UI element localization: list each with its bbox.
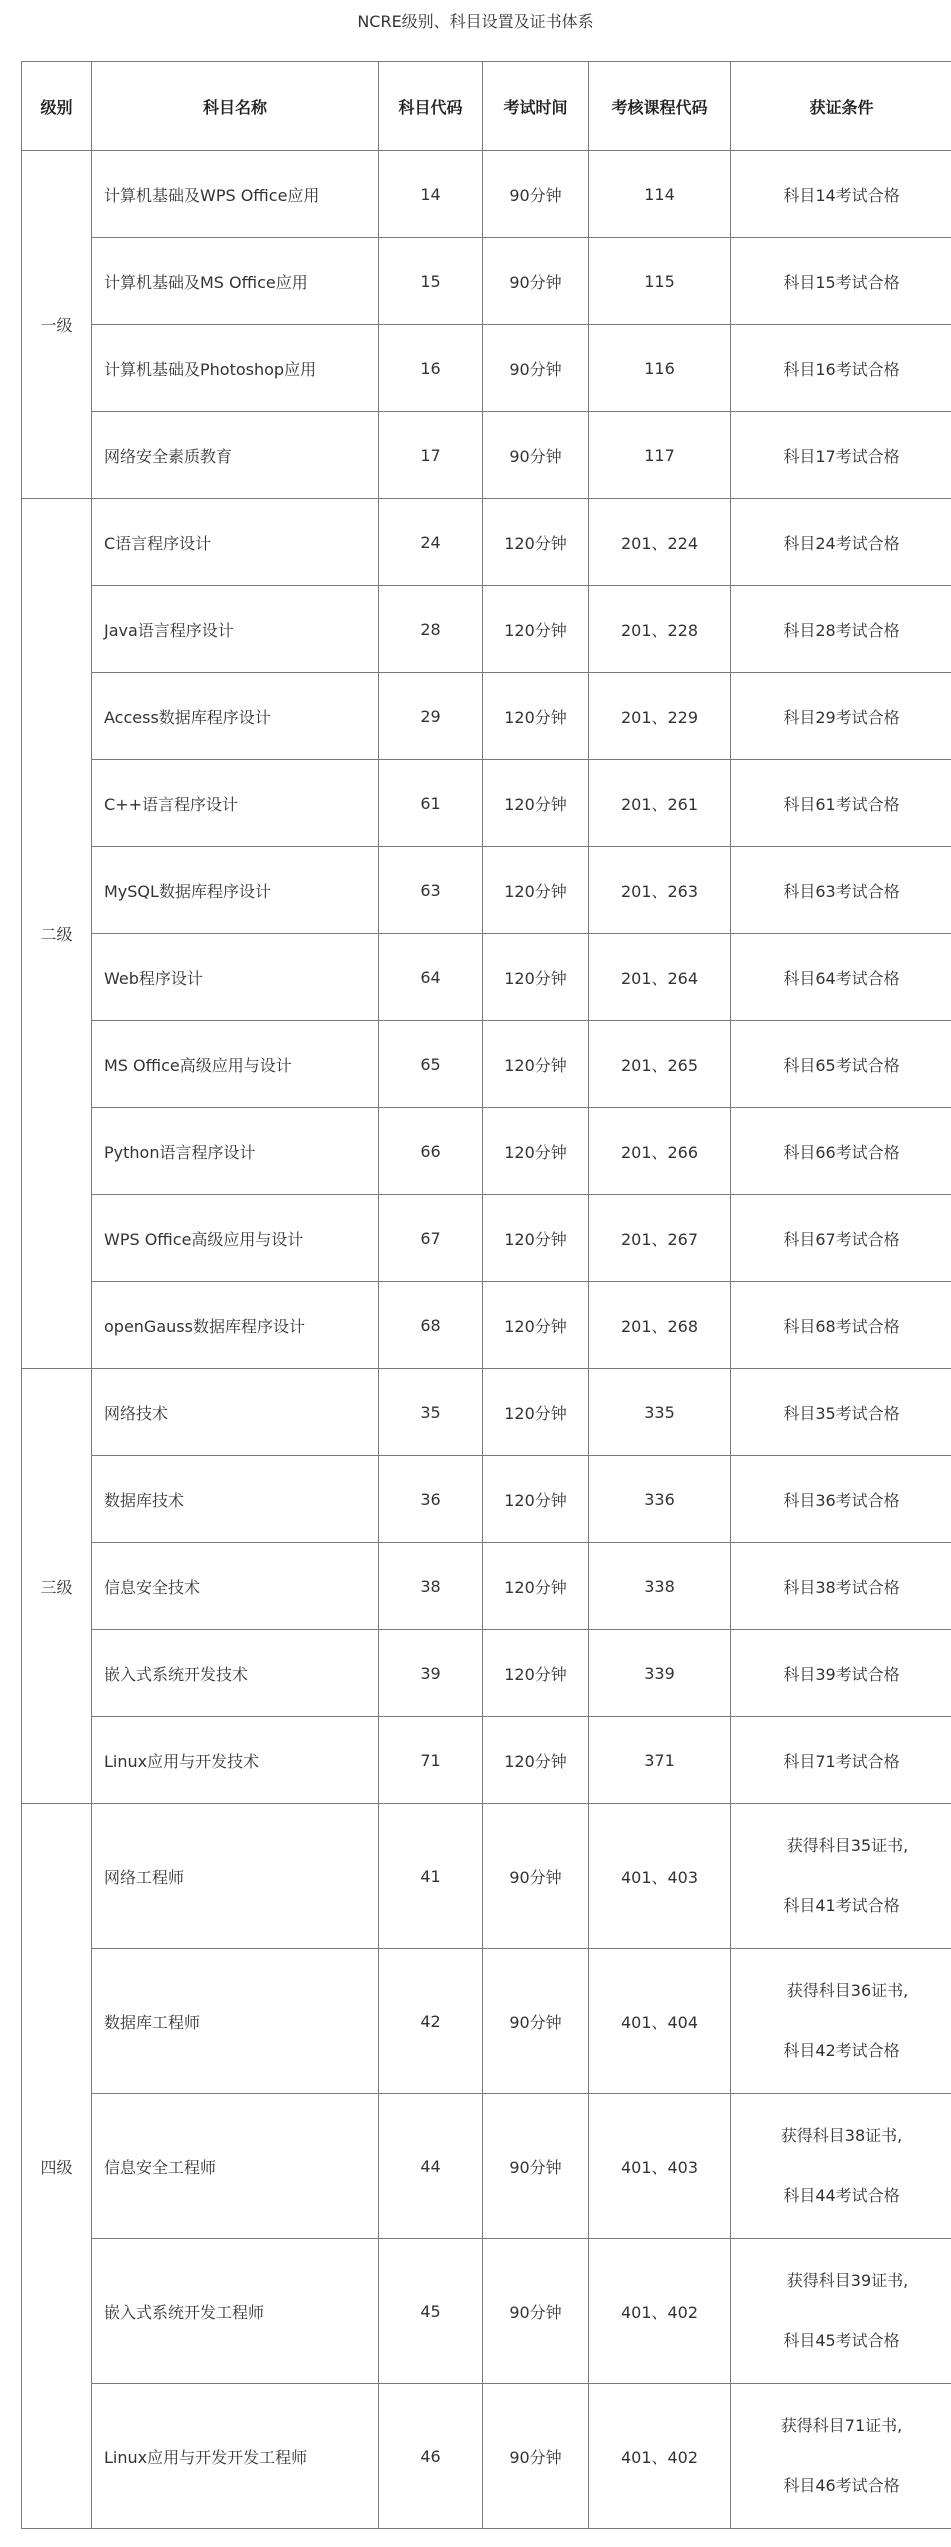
subject-code: 63 <box>379 847 483 934</box>
course-code: 201、267 <box>589 1195 731 1282</box>
exam-time: 120分钟 <box>483 1282 589 1369</box>
subject-name: 网络安全素质教育 <box>92 412 379 499</box>
exam-time: 90分钟 <box>483 412 589 499</box>
table-row <box>22 151 951 238</box>
exam-time: 120分钟 <box>483 1369 589 1456</box>
certificate-condition: 科目71考试合格 <box>731 1717 951 1804</box>
subject-code: 67 <box>379 1195 483 1282</box>
subject-code: 61 <box>379 760 483 847</box>
exam-time: 90分钟 <box>483 238 589 325</box>
table-row <box>22 1804 951 1949</box>
table-row <box>22 325 951 412</box>
table-row <box>22 760 951 847</box>
subject-name: 网络工程师 <box>92 1804 379 1949</box>
level-cell: 四级 <box>22 1804 92 2529</box>
exam-time: 120分钟 <box>483 934 589 1021</box>
exam-time: 120分钟 <box>483 1108 589 1195</box>
certificate-condition: 科目67考试合格 <box>731 1195 951 1282</box>
table-row <box>22 673 951 760</box>
subject-code: 36 <box>379 1456 483 1543</box>
condition-exam: 科目45考试合格 <box>783 2331 900 2350</box>
course-code: 201、229 <box>589 673 731 760</box>
exam-time: 120分钟 <box>483 847 589 934</box>
subject-code: 38 <box>379 1543 483 1630</box>
certificate-condition: 科目17考试合格 <box>731 412 951 499</box>
course-code: 116 <box>589 325 731 412</box>
certificate-condition: 科目14考试合格 <box>731 151 951 238</box>
exam-time: 120分钟 <box>483 586 589 673</box>
subject-name: 数据库工程师 <box>92 1949 379 2094</box>
condition-exam: 科目42考试合格 <box>783 2041 900 2060</box>
subject-code: 71 <box>379 1717 483 1804</box>
subject-code: 66 <box>379 1108 483 1195</box>
exam-time: 120分钟 <box>483 1717 589 1804</box>
subject-code: 68 <box>379 1282 483 1369</box>
course-code: 114 <box>589 151 731 238</box>
subject-code: 24 <box>379 499 483 586</box>
subject-name: Access数据库程序设计 <box>92 673 379 760</box>
header-condition: 获证条件 <box>731 62 951 151</box>
subject-code: 35 <box>379 1369 483 1456</box>
exam-time: 120分钟 <box>483 1630 589 1717</box>
subject-name: WPS Office高级应用与设计 <box>92 1195 379 1282</box>
table-row <box>22 499 951 586</box>
certificate-condition: 科目15考试合格 <box>731 238 951 325</box>
exam-time: 90分钟 <box>483 2384 589 2529</box>
subject-code: 39 <box>379 1630 483 1717</box>
subject-code: 14 <box>379 151 483 238</box>
subject-code: 15 <box>379 238 483 325</box>
certificate-condition: 科目16考试合格 <box>731 325 951 412</box>
subject-name: Java语言程序设计 <box>92 586 379 673</box>
certificate-condition <box>731 2094 951 2239</box>
table-row <box>22 1108 951 1195</box>
certificate-condition: 科目68考试合格 <box>731 1282 951 1369</box>
course-code: 201、224 <box>589 499 731 586</box>
level-cell: 一级 <box>22 151 92 499</box>
table-row <box>22 1630 951 1717</box>
condition-prerequisite: 获得科目36证书, <box>786 1981 909 2000</box>
certificate-condition <box>731 1949 951 2094</box>
table-row <box>22 1717 951 1804</box>
subject-code: 65 <box>379 1021 483 1108</box>
table-row <box>22 2239 951 2384</box>
certificate-condition: 科目24考试合格 <box>731 499 951 586</box>
certificate-condition: 科目36考试合格 <box>731 1456 951 1543</box>
subject-name: C++语言程序设计 <box>92 760 379 847</box>
certificate-condition: 科目38考试合格 <box>731 1543 951 1630</box>
exam-time: 120分钟 <box>483 673 589 760</box>
exam-time: 90分钟 <box>483 1804 589 1949</box>
course-code: 201、268 <box>589 1282 731 1369</box>
header-level: 级别 <box>22 62 92 151</box>
header-course-code: 考核课程代码 <box>589 62 731 151</box>
table-row <box>22 847 951 934</box>
subject-name: MySQL数据库程序设计 <box>92 847 379 934</box>
subject-name: 信息安全技术 <box>92 1543 379 1630</box>
subject-name: 计算机基础及MS Office应用 <box>92 238 379 325</box>
header-subject-name: 科目名称 <box>92 62 379 151</box>
course-code: 335 <box>589 1369 731 1456</box>
course-code: 371 <box>589 1717 731 1804</box>
table-row <box>22 1456 951 1543</box>
course-code: 401、403 <box>589 2094 731 2239</box>
certificate-condition: 科目65考试合格 <box>731 1021 951 1108</box>
subject-name: MS Office高级应用与设计 <box>92 1021 379 1108</box>
certificate-condition: 科目35考试合格 <box>731 1369 951 1456</box>
certificate-condition: 科目29考试合格 <box>731 673 951 760</box>
condition-exam: 科目41考试合格 <box>783 1896 900 1915</box>
table-row <box>22 1543 951 1630</box>
certificate-condition: 科目28考试合格 <box>731 586 951 673</box>
course-code: 201、265 <box>589 1021 731 1108</box>
subject-code: 41 <box>379 1804 483 1949</box>
table-row <box>22 412 951 499</box>
exam-time: 120分钟 <box>483 760 589 847</box>
exam-time: 90分钟 <box>483 2239 589 2384</box>
course-code: 201、228 <box>589 586 731 673</box>
exam-time: 90分钟 <box>483 325 589 412</box>
course-code: 201、264 <box>589 934 731 1021</box>
course-code: 336 <box>589 1456 731 1543</box>
certificate-condition <box>731 1804 951 1949</box>
header-exam-time: 考试时间 <box>483 62 589 151</box>
subject-name: openGauss数据库程序设计 <box>92 1282 379 1369</box>
course-code: 401、403 <box>589 1804 731 1949</box>
course-code: 201、266 <box>589 1108 731 1195</box>
course-code: 338 <box>589 1543 731 1630</box>
subject-name: Web程序设计 <box>92 934 379 1021</box>
header-subject-code: 科目代码 <box>379 62 483 151</box>
condition-prerequisite: 获得科目35证书, <box>786 1836 909 1855</box>
condition-prerequisite: 获得科目71证书, <box>780 2416 903 2435</box>
certificate-condition <box>731 2384 951 2529</box>
subject-code: 46 <box>379 2384 483 2529</box>
table-row <box>22 1021 951 1108</box>
certificate-condition: 科目39考试合格 <box>731 1630 951 1717</box>
subject-code: 28 <box>379 586 483 673</box>
condition-prerequisite: 获得科目38证书, <box>780 2126 903 2145</box>
subject-name: C语言程序设计 <box>92 499 379 586</box>
certificate-condition: 科目64考试合格 <box>731 934 951 1021</box>
course-code: 115 <box>589 238 731 325</box>
certificate-condition: 科目63考试合格 <box>731 847 951 934</box>
page-title: NCRE级别、科目设置及证书体系 <box>357 12 594 31</box>
table-row <box>22 1195 951 1282</box>
exam-time: 120分钟 <box>483 1456 589 1543</box>
ncre-table <box>21 61 951 2529</box>
exam-time: 120分钟 <box>483 1543 589 1630</box>
subject-name: Linux应用与开发技术 <box>92 1717 379 1804</box>
subject-code: 16 <box>379 325 483 412</box>
subject-code: 64 <box>379 934 483 1021</box>
subject-name: 嵌入式系统开发工程师 <box>92 2239 379 2384</box>
exam-time: 90分钟 <box>483 1949 589 2094</box>
table-row <box>22 2094 951 2239</box>
subject-name: 数据库技术 <box>92 1456 379 1543</box>
subject-code: 44 <box>379 2094 483 2239</box>
subject-name: 信息安全工程师 <box>92 2094 379 2239</box>
subject-code: 42 <box>379 1949 483 2094</box>
subject-name: 网络技术 <box>92 1369 379 1456</box>
header-row <box>22 62 951 151</box>
subject-name: 嵌入式系统开发技术 <box>92 1630 379 1717</box>
subject-name: Python语言程序设计 <box>92 1108 379 1195</box>
course-code: 401、402 <box>589 2239 731 2384</box>
table-row <box>22 238 951 325</box>
certificate-condition: 科目66考试合格 <box>731 1108 951 1195</box>
exam-time: 120分钟 <box>483 499 589 586</box>
table-row <box>22 934 951 1021</box>
course-code: 201、263 <box>589 847 731 934</box>
subject-name: Linux应用与开发开发工程师 <box>92 2384 379 2529</box>
certificate-condition <box>731 2239 951 2384</box>
exam-time: 90分钟 <box>483 2094 589 2239</box>
condition-prerequisite: 获得科目39证书, <box>786 2271 909 2290</box>
level-cell: 三级 <box>22 1369 92 1804</box>
level-cell: 二级 <box>22 499 92 1369</box>
subject-code: 29 <box>379 673 483 760</box>
condition-exam: 科目46考试合格 <box>783 2476 900 2495</box>
certificate-condition: 科目61考试合格 <box>731 760 951 847</box>
table-row <box>22 1369 951 1456</box>
exam-time: 120分钟 <box>483 1021 589 1108</box>
subject-name: 计算机基础及WPS Office应用 <box>92 151 379 238</box>
exam-time: 90分钟 <box>483 151 589 238</box>
subject-code: 45 <box>379 2239 483 2384</box>
course-code: 117 <box>589 412 731 499</box>
exam-time: 120分钟 <box>483 1195 589 1282</box>
course-code: 339 <box>589 1630 731 1717</box>
table-row <box>22 1949 951 2094</box>
subject-code: 17 <box>379 412 483 499</box>
table-row <box>22 586 951 673</box>
course-code: 401、404 <box>589 1949 731 2094</box>
course-code: 201、261 <box>589 760 731 847</box>
table-row <box>22 1282 951 1369</box>
condition-exam: 科目44考试合格 <box>783 2186 900 2205</box>
subject-name: 计算机基础及Photoshop应用 <box>92 325 379 412</box>
course-code: 401、402 <box>589 2384 731 2529</box>
table-row <box>22 2384 951 2529</box>
